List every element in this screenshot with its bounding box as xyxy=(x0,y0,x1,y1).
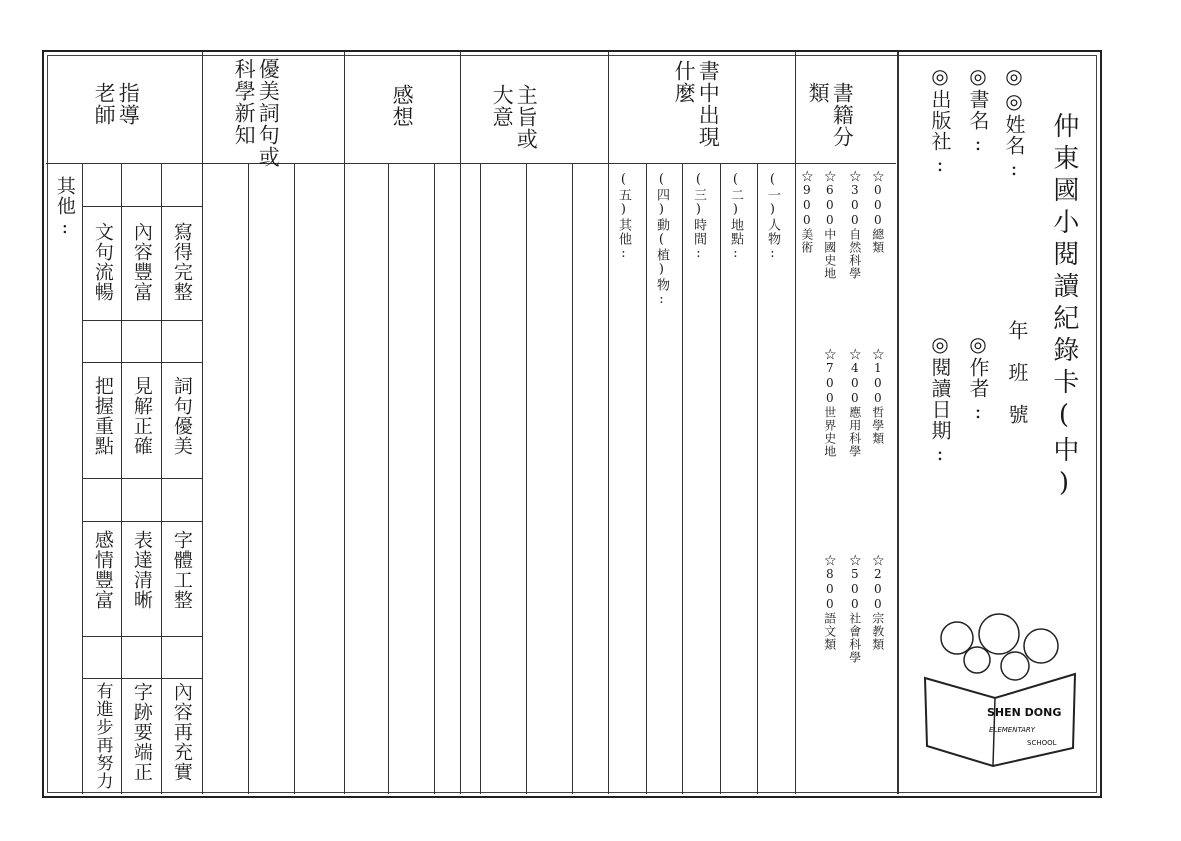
appear-item: (一)人物: xyxy=(764,172,780,262)
appear-item: (三)時間: xyxy=(690,172,706,262)
class-item: ☆100哲學類 xyxy=(870,348,885,445)
teacher-option: 表達清晰 xyxy=(130,530,153,610)
author-field: ◎作者: xyxy=(966,332,990,424)
class-item: ☆000總類 xyxy=(870,170,885,254)
col-divider xyxy=(202,52,203,794)
book-title-field: ◎書名: xyxy=(966,64,990,156)
teacher-option: 內容豐富 xyxy=(130,222,153,302)
publisher-field: ◎出版社: xyxy=(928,64,952,177)
header-phrases: 優美詞句或科學新知 xyxy=(232,58,281,168)
class-item: ☆600中國史地 xyxy=(822,170,837,280)
writing-line xyxy=(720,163,721,794)
class-item: ☆900美術 xyxy=(799,170,814,254)
teacher-option: 把握重點 xyxy=(91,376,114,456)
teacher-option: 詞句優美 xyxy=(170,376,193,456)
class-item: ☆800語文類 xyxy=(822,554,837,651)
writing-line xyxy=(434,163,435,794)
teacher-option: 見解正確 xyxy=(130,376,153,456)
teacher-grid-row xyxy=(82,521,202,522)
appear-item: (二)地點: xyxy=(727,172,743,262)
writing-line xyxy=(757,163,758,794)
class-item: ☆300自然科學 xyxy=(847,170,862,280)
card-left-panel-divider xyxy=(897,52,899,794)
logo-text: SHEN DONG xyxy=(987,706,1062,719)
teacher-grid-row xyxy=(82,478,202,479)
header-teacher: 指導老師 xyxy=(92,82,141,126)
writing-line xyxy=(294,163,295,794)
teacher-grid-row xyxy=(82,678,202,679)
col-divider xyxy=(460,52,461,794)
teacher-option: 寫得完整 xyxy=(170,222,193,302)
class-item: ☆500社會科學 xyxy=(847,554,862,664)
appear-item: (五)其他: xyxy=(615,172,631,262)
teacher-option: 文句流暢 xyxy=(91,222,114,302)
teacher-grid-row xyxy=(82,362,202,363)
header-divider xyxy=(46,163,896,164)
teacher-option: 字體工整 xyxy=(170,530,193,610)
writing-line xyxy=(480,163,481,794)
class-item: ☆200宗教類 xyxy=(870,554,885,651)
class-item: ☆700世界史地 xyxy=(822,348,837,458)
header-whats-in-book: 書中出現什麼 xyxy=(672,60,721,148)
teacher-option: 感情豐富 xyxy=(91,530,114,610)
teacher-grid-row xyxy=(82,636,202,637)
header-classification: 書籍分類 xyxy=(806,82,855,148)
class-item: ☆400應用科學 xyxy=(847,348,862,458)
writing-line xyxy=(388,163,389,794)
card-title: 仲東國小閱讀紀錄卡(中) xyxy=(1048,112,1079,504)
header-thoughts: 感想 xyxy=(390,84,415,128)
writing-line xyxy=(526,163,527,794)
logo-text: SCHOOL xyxy=(1027,739,1057,747)
school-logo xyxy=(915,608,1085,768)
col-divider xyxy=(608,52,609,794)
appear-item: (四)動(植)物: xyxy=(653,172,669,308)
teacher-grid-row xyxy=(82,206,202,207)
teacher-option: 內容再充實 xyxy=(170,682,193,782)
writing-line xyxy=(572,163,573,794)
writing-line xyxy=(248,163,249,794)
teacher-other: 其他: xyxy=(53,176,76,239)
writing-line xyxy=(682,163,683,794)
logo-text: ELEMENTARY xyxy=(989,726,1036,734)
teacher-option: 字跡要端正 xyxy=(130,682,153,782)
writing-line xyxy=(646,163,647,794)
header-main-idea: 主旨或大意 xyxy=(490,84,539,150)
col-divider xyxy=(344,52,345,794)
teacher-option: 有進步再努力 xyxy=(92,682,113,790)
col-divider xyxy=(795,52,796,794)
grade-class-number: 年 班 號 xyxy=(1005,320,1029,425)
read-date-field: ◎閱讀日期: xyxy=(928,332,952,466)
name-field: ◎◎姓名: xyxy=(1002,64,1026,181)
